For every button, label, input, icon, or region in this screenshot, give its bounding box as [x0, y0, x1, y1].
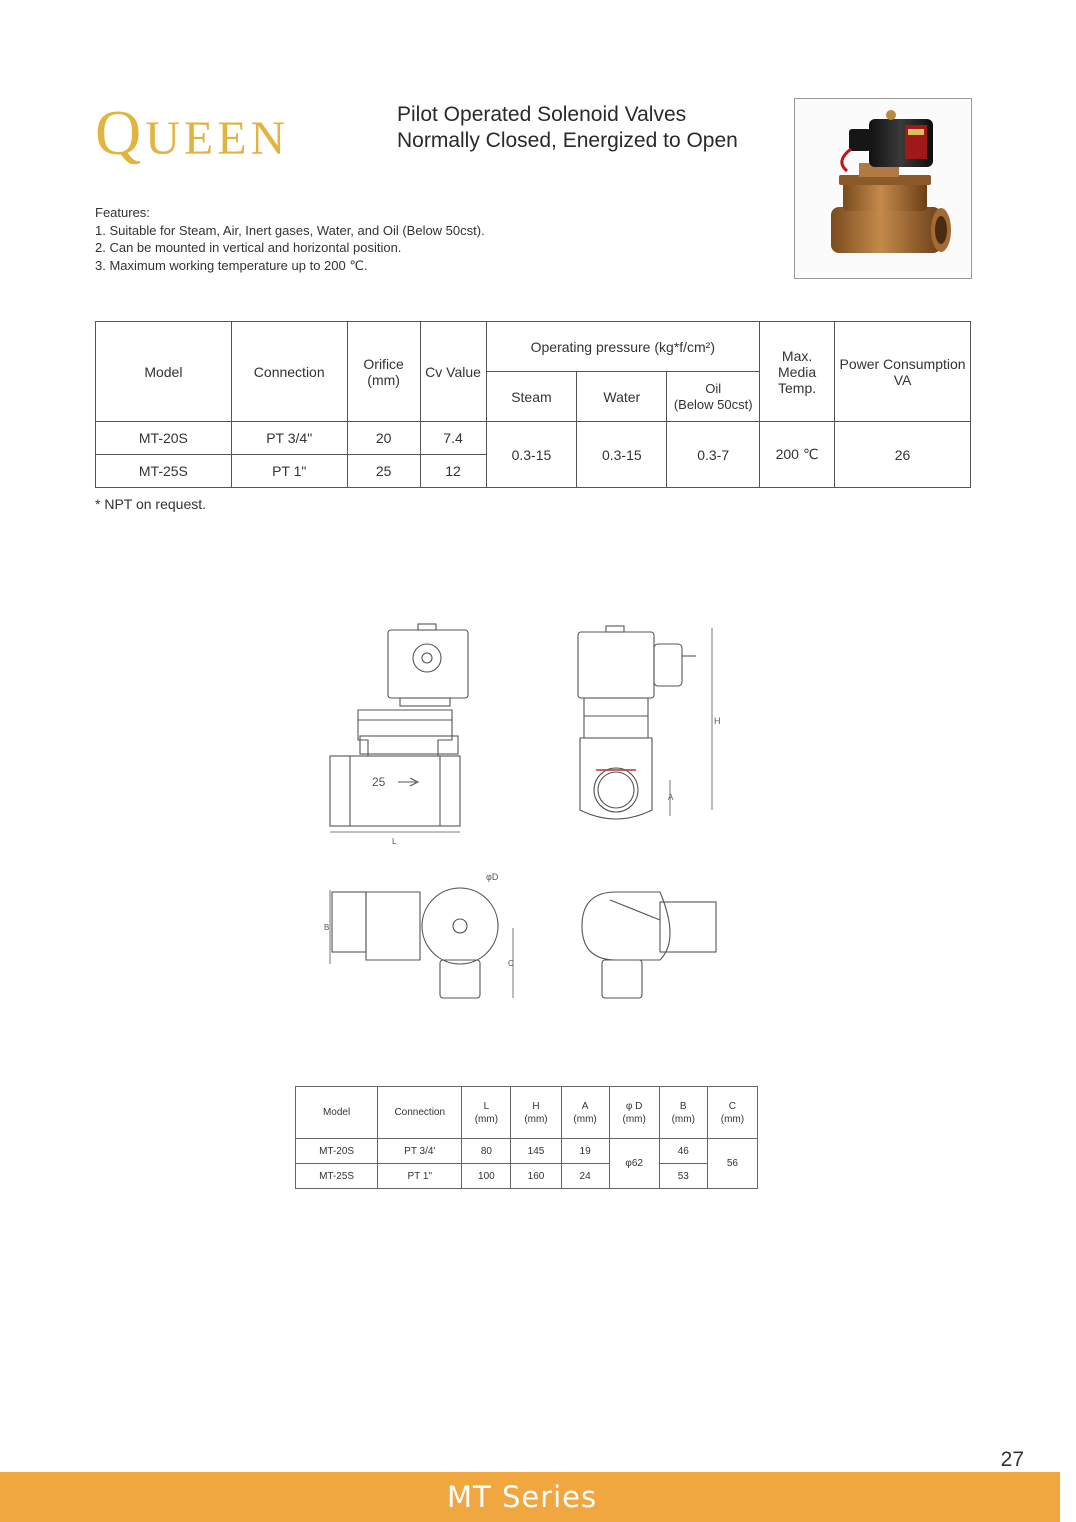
- header-water: Water: [577, 372, 667, 422]
- cell-orifice: 20: [347, 422, 420, 455]
- title-line-2: Normally Closed, Energized to Open: [397, 129, 738, 152]
- drawing-d-label: φD: [486, 872, 499, 882]
- dim-cell-connection: PT 3/4': [378, 1139, 462, 1164]
- drawing-b-label: B: [324, 923, 330, 932]
- cell-cv: 7.4: [420, 422, 486, 455]
- cell-steam: 0.3-15: [486, 422, 577, 488]
- header-orifice: Orifice (mm): [347, 322, 420, 422]
- header-max-temp: Max. Media Temp.: [760, 322, 835, 422]
- dim-header-c: C (mm): [707, 1087, 757, 1139]
- dim-cell-l: 100: [462, 1164, 511, 1189]
- footer-bar: [0, 1472, 1060, 1522]
- dim-header-a: A (mm): [561, 1087, 609, 1139]
- features-heading: Features:: [95, 205, 150, 220]
- solenoid-valve-image: [795, 99, 971, 278]
- cell-cv: 12: [420, 455, 486, 488]
- header-model: Model: [96, 322, 232, 422]
- dim-header-h: H (mm): [511, 1087, 561, 1139]
- drawing-orifice-label: 25: [372, 775, 386, 789]
- cell-connection: PT 3/4": [231, 422, 347, 455]
- header-oil: [667, 372, 760, 422]
- dim-header-d: φ D (mm): [609, 1087, 659, 1139]
- header-oil-label: Oil: [705, 380, 722, 396]
- title-line-1: Pilot Operated Solenoid Valves: [397, 103, 687, 126]
- features-list: [95, 204, 485, 274]
- header-power: Power Consumption VA: [835, 322, 971, 422]
- dim-cell-d: φ62: [609, 1139, 659, 1189]
- cell-connection: PT 1": [231, 455, 347, 488]
- dim-cell-a: 19: [561, 1139, 609, 1164]
- feature-item: 2. Can be mounted in vertical and horizontal position.: [95, 240, 402, 255]
- feature-item: 1. Suitable for Steam, Air, Inert gases, Water, and Oil (Below 50cst).: [95, 222, 485, 238]
- table-row: [296, 1164, 758, 1189]
- header-connection: Connection: [231, 322, 347, 422]
- dim-cell-h: 160: [511, 1164, 561, 1189]
- drawing-l-label: L: [392, 837, 397, 846]
- top-view-drawing: [324, 872, 514, 998]
- footer-series-label: MT Series: [447, 1480, 598, 1514]
- dim-header-l: L (mm): [462, 1087, 511, 1139]
- dim-header-connection: Connection: [378, 1087, 462, 1139]
- dim-cell-a: 24: [561, 1164, 609, 1189]
- cell-temp: 200 ℃: [760, 422, 835, 488]
- cell-orifice: 25: [347, 455, 420, 488]
- npt-note: * NPT on request.: [95, 496, 207, 512]
- cell-water: 0.3-15: [577, 422, 667, 488]
- dim-cell-connection: PT 1": [378, 1164, 462, 1189]
- dim-cell-h: 145: [511, 1139, 561, 1164]
- table-row: [296, 1139, 758, 1164]
- dim-cell-b: 46: [659, 1139, 707, 1164]
- header-steam: Steam: [486, 372, 577, 422]
- dim-header-b: B (mm): [659, 1087, 707, 1139]
- dim-cell-c: 56: [707, 1139, 757, 1189]
- spec-table: [95, 321, 971, 488]
- product-title: [397, 102, 738, 154]
- technical-drawings: [320, 620, 740, 1010]
- header-cv: Cv Value: [420, 322, 486, 422]
- brand-logo: QUEEN: [95, 97, 290, 168]
- dimensions-table: [295, 1086, 758, 1189]
- feature-item: 3. Maximum working temperature up to 200 ℃.: [95, 257, 368, 273]
- side-view-drawing: [578, 626, 721, 819]
- drawing-h-label: H: [714, 716, 721, 726]
- drawing-a-label: A: [668, 793, 674, 802]
- cell-power: 26: [835, 422, 971, 488]
- dim-header-model: Model: [296, 1087, 378, 1139]
- cell-model: MT-25S: [96, 455, 232, 488]
- header-operating-pressure: Operating pressure (kg*f/cm²): [486, 322, 760, 372]
- page-number: 27: [1000, 1448, 1024, 1471]
- dim-cell-b: 53: [659, 1164, 707, 1189]
- table-row: [96, 422, 971, 455]
- header-oil-note: (Below 50cst): [673, 396, 753, 412]
- back-view-drawing: [582, 892, 716, 998]
- dim-cell-model: MT-20S: [296, 1139, 378, 1164]
- dim-cell-l: 80: [462, 1139, 511, 1164]
- product-photo: [794, 98, 972, 279]
- drawing-c-label: C: [508, 959, 514, 968]
- cell-oil: 0.3-7: [667, 422, 760, 488]
- cell-model: MT-20S: [96, 422, 232, 455]
- dim-cell-model: MT-25S: [296, 1164, 378, 1189]
- front-view-drawing: [330, 624, 468, 846]
